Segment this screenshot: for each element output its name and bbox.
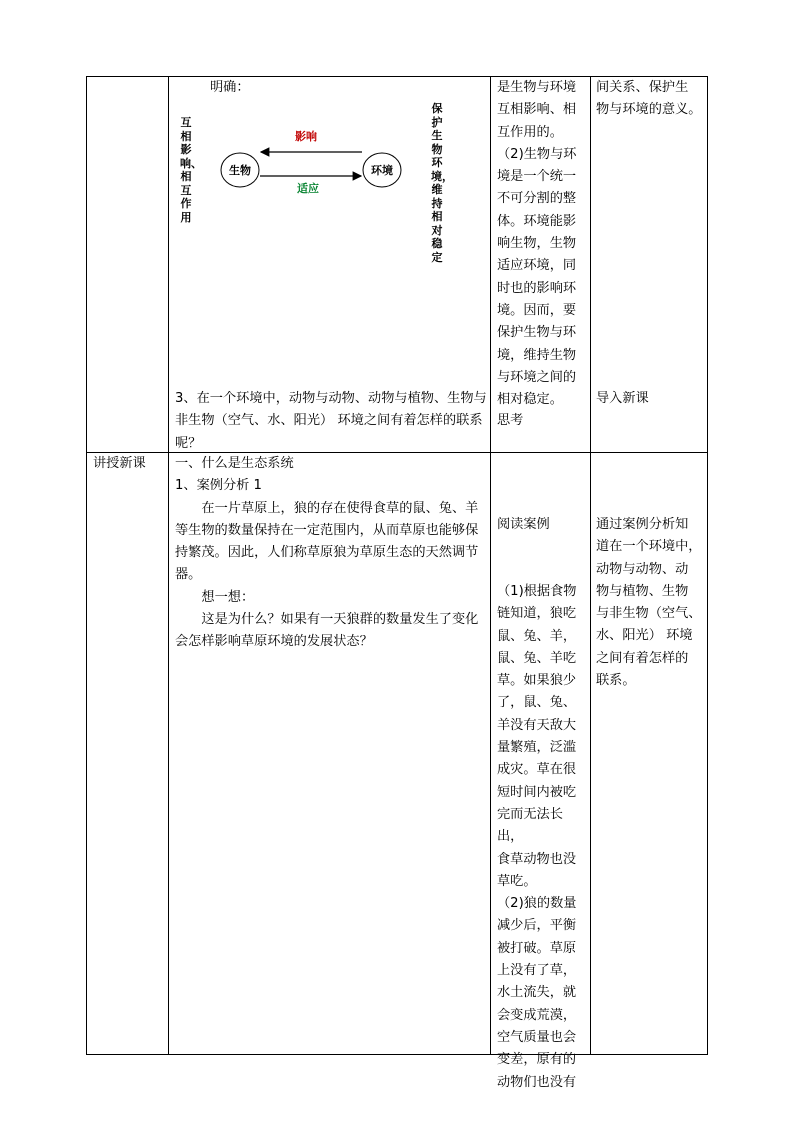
text-line: 与非生物（空气、 <box>596 606 702 622</box>
text-line: 草吃。 <box>497 873 537 889</box>
case-title: 1、案例分析 1 <box>175 478 262 494</box>
clarify-label: 明确： <box>210 80 250 95</box>
row-label-lecture: 讲授新课 <box>93 456 146 471</box>
row2-col2-content <box>175 453 487 654</box>
text-line: 减少后，平衡 <box>497 918 577 934</box>
row2-col3-answers <box>497 581 589 1094</box>
row1-col3-top <box>497 77 589 411</box>
table-bottom-border <box>86 1054 708 1055</box>
text-line: 物与环境的意义。 <box>596 102 702 118</box>
text-line: 鼠、兔、羊吃 <box>497 650 577 666</box>
text-line: 保护生物与环 <box>497 325 577 341</box>
col-border-2 <box>168 76 169 1055</box>
text-line: 短时间内被吃 <box>497 784 577 800</box>
text-line: 链知道，狼吃 <box>497 606 577 622</box>
text-line: 了，鼠、兔、 <box>497 695 577 711</box>
text-line: 道在一个环境中， <box>596 539 702 555</box>
text-line: 互相影响、相 <box>497 102 577 118</box>
think-label: 思考 <box>497 413 524 428</box>
arrow-bottom-label: 适应 <box>297 182 319 195</box>
text-line: 与环境之间的 <box>497 369 577 385</box>
right-vertical-caption: 保护生物环境，维持相对稳定 <box>431 102 453 264</box>
think-label: 想一想： <box>201 589 255 605</box>
text-line: （2)狼的数量 <box>497 896 577 912</box>
question-3: 3、在一个环境中，动物与动物、动物与植物、生物与非生物（空气、水、阳光） 环境之间有着怎样的联系呢？ <box>175 391 487 451</box>
text-line: 境，维持生物 <box>497 347 577 363</box>
text-line: 空气质量也会 <box>497 1029 577 1045</box>
col-border-5 <box>707 76 708 1055</box>
arrow-top-label: 影响 <box>295 130 317 143</box>
text-line: 不可分割的整 <box>497 191 577 207</box>
think-question: 这是为什么？如果有一天狼群的数量发生了变化会怎样影响草原环境的发展状态？ <box>175 612 479 650</box>
text-line: 间关系、保护生 <box>596 80 689 95</box>
text-line: 水、阳光） 环境 <box>596 628 693 644</box>
text-line: 成灾。草在很 <box>497 762 577 778</box>
text-line: 之间有着怎样的 <box>596 650 689 666</box>
diagram-svg <box>172 78 488 378</box>
text-line: 羊没有天敌大 <box>497 717 577 733</box>
text-line: 联系。 <box>596 673 636 689</box>
case-paragraph: 在一片草原上，狼的存在使得食草的鼠、兔、羊等生物的数量保持在一定范围内，从而草原也能够保持繁茂。因此，人们称草原狼为草原生态的天然调节器。 <box>175 500 479 583</box>
row1-col4-top <box>596 77 706 122</box>
text-line: 被打破。草原 <box>497 940 577 956</box>
text-line: 变差，原有的 <box>497 1052 577 1068</box>
text-line: 动物与动物、动 <box>596 561 689 577</box>
text-line: （2)生物与环 <box>497 146 577 162</box>
node-left-label: 生物 <box>229 164 251 177</box>
read-case-label: 阅读案例 <box>497 517 550 532</box>
text-line: 适应环境，同 <box>497 258 577 274</box>
col-border-3 <box>490 76 491 1055</box>
text-line: 食草动物也没 <box>497 851 577 867</box>
text-line: 境。因而，要 <box>497 302 577 318</box>
text-line: 动物们也没有 <box>497 1074 577 1090</box>
text-line: 境是一个统一 <box>497 169 577 185</box>
text-line: 通过案例分析知 <box>596 517 689 532</box>
text-line: 草。如果狼少 <box>497 673 577 689</box>
text-line: 响生物，生物 <box>497 236 577 252</box>
text-line: 鼠、兔、羊， <box>497 628 577 644</box>
row2-col4-content <box>596 514 706 692</box>
text-line: 物与植物、生物 <box>596 583 689 599</box>
text-line: 量繁殖，泛滥 <box>497 740 577 756</box>
node-right-label: 环境 <box>371 164 393 177</box>
section-heading: 一、什么是生态系统 <box>175 456 294 471</box>
text-line: 相对稳定。 <box>497 392 563 408</box>
col-border-4 <box>590 76 591 1055</box>
text-line: 互作用的。 <box>497 124 563 140</box>
text-line: 是生物与环境 <box>497 80 577 95</box>
text-line: 上没有了草， <box>497 963 577 979</box>
col-border-1 <box>86 76 87 1055</box>
text-line: 时也的影响环 <box>497 280 577 296</box>
text-line: 水土流失，就 <box>497 985 577 1001</box>
left-vertical-caption: 互相影响、相互作用 <box>180 116 202 224</box>
bio-environment-diagram <box>172 78 488 378</box>
text-line: （1)根据食物 <box>497 584 577 599</box>
intro-new-lesson: 导入新课 <box>596 391 649 406</box>
text-line: 完而无法长出， <box>497 806 563 845</box>
text-line: 会变成荒漠， <box>497 1007 577 1023</box>
text-line: 体。环境能影 <box>497 213 577 229</box>
